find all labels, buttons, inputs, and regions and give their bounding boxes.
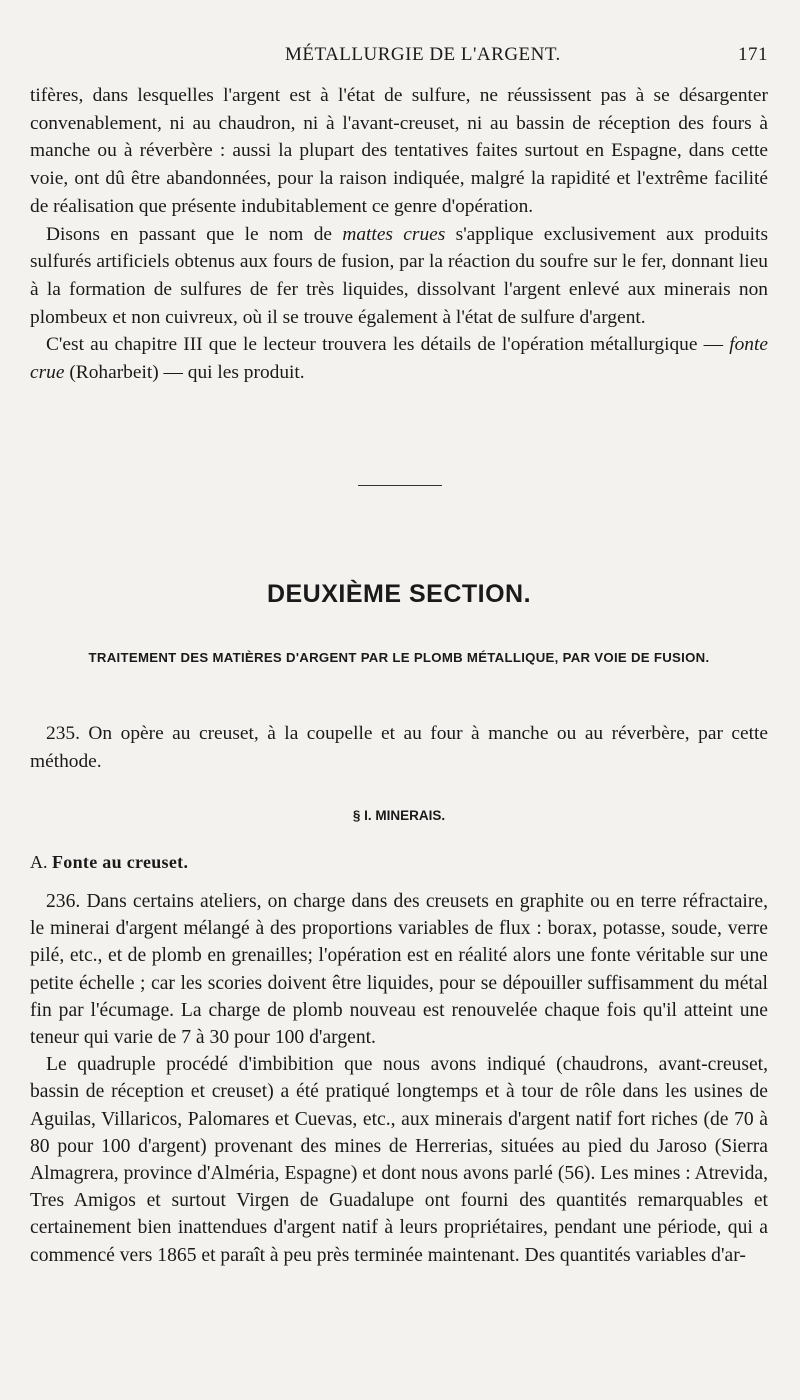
italic-term: fonte crue <box>30 334 768 384</box>
paragraph-235-block <box>30 720 768 775</box>
page-number: 171 <box>738 44 768 65</box>
section-title: DEUXIÈME SECTION. <box>266 580 532 608</box>
paragraph-text: C'est au chapitre III que le lecteur trouvera les détails de l'opération métallurgique — <box>46 334 730 356</box>
italic-term: mattes crues <box>342 223 446 245</box>
section-divider <box>358 485 442 486</box>
section-subtitle: TRAITEMENT DES MATIÈRES D'ARGENT PAR LE PLOMB MÉTALLIQUE, PAR VOIE DE FUSION. <box>88 650 710 665</box>
paragraph-text: s'applique exclusivement aux produits sulfurés artificiels obtenus aux fours de fusion, par la réaction du soufre sur le fer, donnant lieu à la formation de sulfures de fer très liquides, dissolvant l'argent enlevé aux minerais non plombeux et non cuivreux, où il se trouve également à l'état de sulfure d'argent. <box>30 223 768 328</box>
paragraph-chapitre-iii <box>30 331 768 386</box>
paragraph-quadruple-procede: Le quadruple procédé d'imbibition que nous avons indiqué (chaudrons, avant-creuset, bassin de réception et creuset) a été pratiqué longtemps et à tour de rôle dans les usines de Aguilas, Villaricos, Palomares et Cuevas, etc., aux minerais d'argent natif fort riches (de 70 à 80 pour 100 d'argent) provenant des mines de Herrerias, situées au pied du Jaroso (Sierra Almagrera, province d'Alméria, Espagne) et dont nous avons parlé (56). Les mines : Atrevida, Tres Amigos et surtout Virgen de Guadalupe ont fourni des quantités remarquables et certainement bien inattendues d'argent natif à leurs propriétaires, pendant une période, qui a commencé vers 1865 et paraît à peu près terminée maintenant. Des quantités variables d'ar- <box>30 1054 768 1266</box>
paragraph-text: (Roharbeit) — qui les produit. <box>64 362 305 384</box>
paragraph-236: 236. Dans certains ateliers, on charge dans des creusets en graphite ou en terre réfractaire, le minerai d'argent mélangé à des proportions variables de flux : borax, potasse, soude, verre pilé, etc., et de plomb en grenailles; l'opération est en réalité alors une fonte véritable sur une petite échelle ; car les scories doivent être liquides, pour se dépouiller suffisamment du métal fin par l'écumage. La charge de plomb nouveau est renouvelée chaque fois qu'il atteint une teneur qui varie de 7 à 30 pour 100 d'argent. <box>30 891 768 1049</box>
running-head-title: MÉTALLURGIE DE L'ARGENT. <box>285 44 561 65</box>
sub-heading-text: Fonte au creuset. <box>52 852 189 872</box>
paragraph-mattes-crues <box>30 221 768 332</box>
sub-heading-letter: A. <box>30 852 48 872</box>
closing-text <box>30 888 768 1269</box>
paragraph-heading-minerais: § I. MINERAIS. <box>352 808 446 823</box>
paragraph-235: 235. On opère au creuset, à la coupelle et au four à manche ou au réverbère, par cette méthode. <box>30 723 768 772</box>
paragraph-continuation: tifères, dans lesquelles l'argent est à l'état de sulfure, ne réussissent pas à se désargenter convenablement, ni au chaudron, ni à l'avant-creuset, ni au bassin de réception des fours à manche ou à réverbère : aussi la plupart des tentatives faites surtout en Espagne, dans cette voie, ont dû être abandonnées, pour la raison indiquée, malgré la rapidité et l'extrême facilité de réalisation que présente indubitablement ce genre d'opération. <box>30 85 768 217</box>
intro-text <box>30 82 768 387</box>
sub-heading <box>30 852 768 873</box>
paragraph-text: Disons en passant que le nom de <box>46 223 343 245</box>
